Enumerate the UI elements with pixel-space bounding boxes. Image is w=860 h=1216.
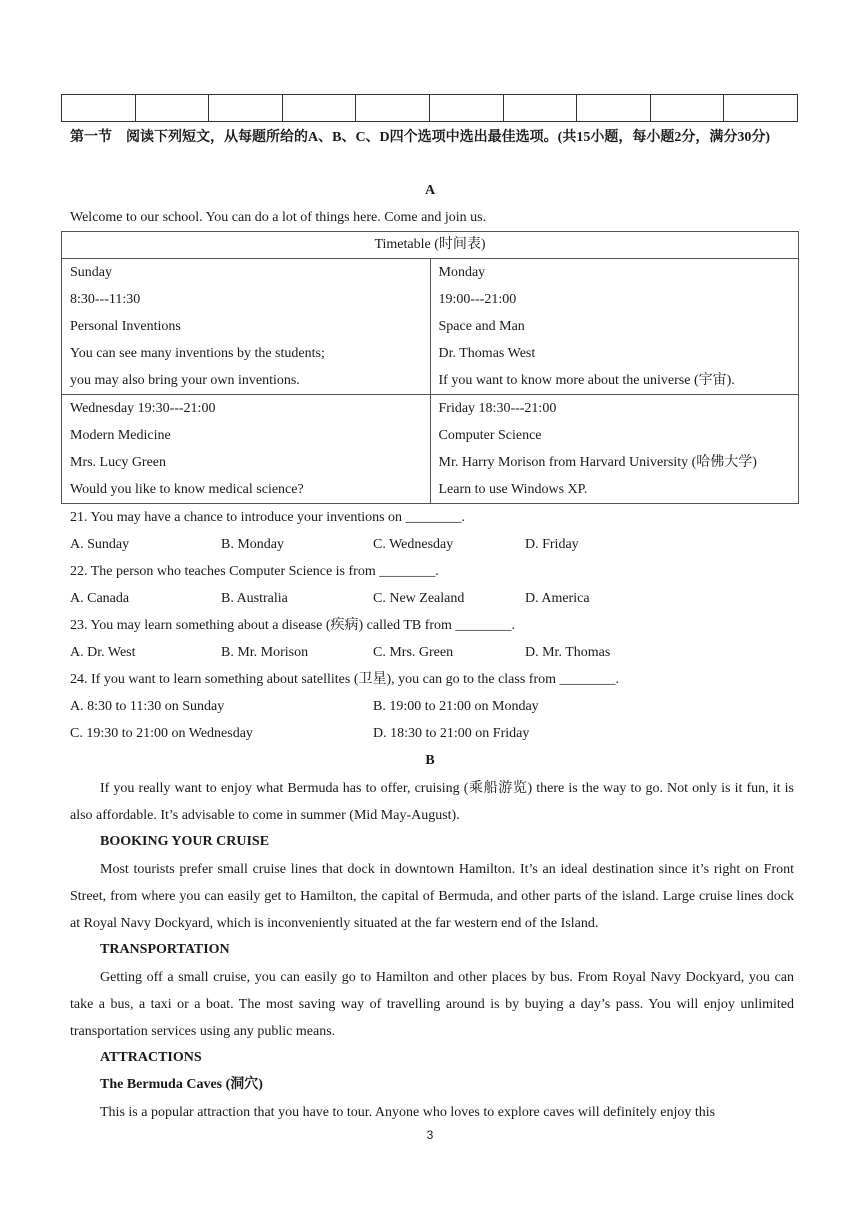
cell-line: Mrs. Lucy Green <box>70 455 167 470</box>
answer-cell[interactable] <box>429 95 503 122</box>
timetable-title: Timetable (时间表) <box>62 232 799 259</box>
option-a[interactable]: A. 8:30 to 11:30 on Sunday <box>70 699 225 714</box>
question-22-options <box>70 589 794 609</box>
cell-line: Mr. Harry Morison from Harvard University (哈佛大学) <box>438 455 757 470</box>
option-d[interactable]: D. Mr. Thomas <box>525 645 611 660</box>
passage-b-paragraph-3: Getting off a small cruise, you can easily go to Hamilton and other places by bus. From Royal Navy Dockyard, you can take a bus, a taxi or a boat. The most saving way of travelling around is by buying a day’s pass. You will enjoy unlimited transportation services using any public means. <box>70 970 794 1039</box>
timetable-cell-friday <box>430 395 799 504</box>
heading-attractions: ATTRACTIONS <box>100 1050 202 1065</box>
cell-line: Sunday <box>70 265 112 280</box>
cell-line: Space and Man <box>438 319 525 334</box>
passage-a-intro: Welcome to our school. You can do a lot of things here. Come and join us. <box>70 210 487 225</box>
cell-line: Dr. Thomas West <box>438 346 536 361</box>
cell-line: Modern Medicine <box>70 428 171 443</box>
answer-cell[interactable] <box>62 95 136 122</box>
heading-bermuda-caves: The Bermuda Caves (洞穴) <box>100 1077 263 1092</box>
answer-cell[interactable] <box>503 95 577 122</box>
passage-b-paragraph-2: Most tourists prefer small cruise lines that dock in downtown Hamilton. It’s an ideal destination since it’s right on Front Street, from where you can easily get to Hamilton, the capital of Bermuda, and other parts of the island. Large cruise lines dock at Royal Navy Dockyard, which is inconveniently situated at the far western end of the Island. <box>70 862 794 931</box>
option-a[interactable]: A. Sunday <box>70 537 130 552</box>
option-a[interactable]: A. Dr. West <box>70 645 136 660</box>
question-24-stem: 24. If you want to learn something about satellites (卫星), you can go to the class from ________. <box>70 672 620 687</box>
option-d[interactable]: D. America <box>525 591 590 606</box>
question-21-stem: 21. You may have a chance to introduce your inventions on ________. <box>70 510 466 525</box>
cell-line: 8:30---11:30 <box>70 292 141 307</box>
question-21-options <box>70 535 794 555</box>
option-b[interactable]: B. Monday <box>221 537 284 552</box>
question-24-options-row1 <box>70 697 794 717</box>
answer-cell[interactable] <box>356 95 430 122</box>
option-d[interactable]: D. 18:30 to 21:00 on Friday <box>373 726 530 741</box>
cell-line: Monday <box>438 265 486 280</box>
passage-b-letter: B <box>425 753 435 768</box>
timetable-cell-monday <box>430 259 799 395</box>
passage-a-letter: A <box>424 183 436 198</box>
question-23-stem: 23. You may learn something about a disease (疾病) called TB from ________. <box>70 618 515 633</box>
cell-line: Friday 18:30---21:00 <box>438 401 557 416</box>
heading-transportation: TRANSPORTATION <box>100 942 230 957</box>
question-23-options <box>70 643 794 663</box>
answer-cell[interactable] <box>724 95 798 122</box>
option-c[interactable]: C. 19:30 to 21:00 on Wednesday <box>70 726 253 741</box>
timetable <box>61 231 799 504</box>
option-b[interactable]: B. Mr. Morison <box>221 645 309 660</box>
cell-line: Would you like to know medical science? <box>70 482 304 497</box>
option-b[interactable]: B. Australia <box>221 591 288 606</box>
cell-line: Learn to use Windows XP. <box>438 482 588 497</box>
answer-cell[interactable] <box>209 95 283 122</box>
heading-booking: BOOKING YOUR CRUISE <box>100 834 270 849</box>
cell-line: Wednesday 19:30---21:00 <box>70 401 216 416</box>
cell-line: Computer Science <box>438 428 542 443</box>
question-22-stem: 22. The person who teaches Computer Science is from ________. <box>70 564 439 579</box>
option-d[interactable]: D. Friday <box>525 537 579 552</box>
option-b[interactable]: B. 19:00 to 21:00 on Monday <box>373 699 539 714</box>
option-c[interactable]: C. Wednesday <box>373 537 454 552</box>
cell-line: you may also bring your own inventions. <box>70 373 300 388</box>
cell-line: If you want to know more about the universe (宇宙). <box>438 373 735 388</box>
cell-line: You can see many inventions by the students; <box>70 346 325 361</box>
option-c[interactable]: C. Mrs. Green <box>373 645 454 660</box>
cell-line: Personal Inventions <box>70 319 181 334</box>
passage-b-paragraph-1: If you really want to enjoy what Bermuda has to offer, cruising (乘船游览) there is the way to go. Not only is it fun, it is also affordable. It’s advisable to come in summer (Mid May-August). <box>70 781 794 823</box>
answer-grid <box>61 94 798 122</box>
cell-line: 19:00---21:00 <box>438 292 517 307</box>
answer-cell[interactable] <box>650 95 724 122</box>
answer-cell[interactable] <box>282 95 356 122</box>
option-c[interactable]: C. New Zealand <box>373 591 465 606</box>
answer-cell[interactable] <box>577 95 651 122</box>
passage-b-paragraph-4: This is a popular attraction that you have to tour. Anyone who loves to explore caves will definitely enjoy this <box>100 1105 716 1120</box>
answer-cell[interactable] <box>135 95 209 122</box>
section-heading: 第一节 阅读下列短文，从每题所给的A、B、C、D四个选项中选出最佳选项。(共15小题，每小题2分，满分30分) <box>70 130 770 145</box>
timetable-cell-sunday <box>62 259 431 395</box>
timetable-cell-wednesday <box>62 395 431 504</box>
option-a[interactable]: A. Canada <box>70 591 130 606</box>
question-24-options-row2 <box>70 724 794 744</box>
page-number: 3 <box>426 1128 434 1142</box>
